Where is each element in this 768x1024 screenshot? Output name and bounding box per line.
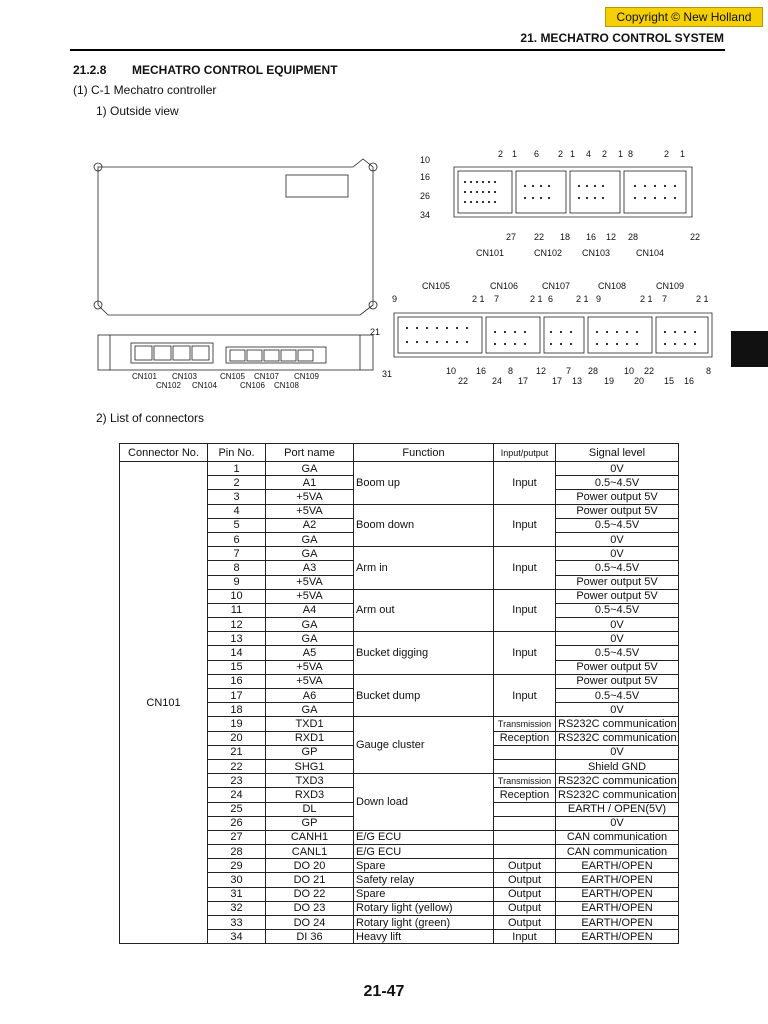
signal-cell: Power output 5V [556,660,679,674]
pin-cell: 23 [208,774,266,788]
pin-cell: 13 [208,632,266,646]
signal-cell: 0V [556,816,679,830]
port-cell: +5VA [266,660,354,674]
pin-cell: 3 [208,490,266,504]
chapter-tab-marker [731,331,768,367]
pin-label: 6 [534,149,540,159]
io-cell: Input [494,632,556,675]
io-cell: Input [494,547,556,590]
function-cell: Rotary light (yellow) [354,901,494,915]
pin-label: 2 1 [530,294,543,304]
io-cell: Output [494,916,556,930]
pin-label: 8 [628,149,634,159]
pin-cell: 18 [208,703,266,717]
io-cell [494,830,556,844]
port-cell: +5VA [266,575,354,589]
col-signal-level: Signal level [556,444,679,462]
port-cell: +5VA [266,490,354,504]
side-label-cn106: CN106 [240,381,265,390]
signal-cell: 0V [556,745,679,759]
port-cell: TXD3 [266,774,354,788]
port-cell: DO 23 [266,901,354,915]
port-cell: GA [266,547,354,561]
copyright-badge: Copyright © New Holland [605,7,763,27]
signal-cell: EARTH/OPEN [556,916,679,930]
pin-cell: 34 [208,930,266,944]
signal-cell: RS232C communication [556,774,679,788]
pin-label: 15 [664,376,675,386]
port-cell: DO 22 [266,887,354,901]
table-row [120,462,679,476]
io-cell [494,845,556,859]
cn-label: CN106 [490,281,519,291]
pin-label: 1 [680,149,686,159]
pin-label: 28 [588,366,599,376]
pin-cell: 10 [208,589,266,603]
controller-drawing-svg [88,145,728,397]
pin-cell: 5 [208,518,266,532]
io-cell: Output [494,873,556,887]
pin-cell: 8 [208,561,266,575]
pin-label: 4 [586,149,592,159]
pin-cell: 22 [208,759,266,773]
port-cell: GP [266,745,354,759]
col-pin-no: Pin No. [208,444,266,462]
function-cell: Bucket digging [354,632,494,675]
pin-cell: 17 [208,689,266,703]
pin-cell: 19 [208,717,266,731]
pin-cell: 16 [208,674,266,688]
port-cell: GP [266,816,354,830]
cn-label: CN101 [476,248,505,258]
function-cell: Safety relay [354,873,494,887]
side-label-cn107: CN107 [254,372,279,381]
pin-cell: 20 [208,731,266,745]
pin-cell: 14 [208,646,266,660]
pin-label: 10 [446,366,457,376]
port-cell: DO 20 [266,859,354,873]
function-cell: Arm in [354,547,494,590]
col-port-name: Port name [266,444,354,462]
signal-cell: 0.5~4.5V [556,476,679,490]
io-cell: Input [494,930,556,944]
port-cell: TXD1 [266,717,354,731]
pin-label: 9 [392,294,398,304]
signal-cell: 0.5~4.5V [556,518,679,532]
cn-label: CN109 [656,281,685,291]
signal-cell: EARTH/OPEN [556,901,679,915]
pin-label: 8 [508,366,514,376]
pin-cell: 4 [208,504,266,518]
pin-label: 22 [534,232,545,242]
pin-label: 10 [420,155,431,165]
port-cell: SHG1 [266,759,354,773]
pin-label: 1 [570,149,576,159]
pin-label: 27 [506,232,517,242]
io-cell [494,745,556,759]
col-function: Function [354,444,494,462]
pin-cell: 1 [208,462,266,476]
side-label-cn102: CN102 [156,381,181,390]
function-cell: Boom up [354,462,494,505]
pin-label: 2 1 [696,294,709,304]
pin-cell: 21 [208,745,266,759]
io-cell: Output [494,859,556,873]
pin-label: 18 [560,232,571,242]
signal-cell: CAN communication [556,830,679,844]
pin-label: 26 [420,191,431,201]
pin-label: 16 [684,376,695,386]
pin-cell: 31 [208,887,266,901]
pin-cell: 12 [208,618,266,632]
pin-cell: 28 [208,845,266,859]
pin-cell: 25 [208,802,266,816]
signal-cell: 0V [556,547,679,561]
pin-label: 16 [420,172,431,182]
function-cell: Boom down [354,504,494,547]
port-cell: +5VA [266,674,354,688]
port-cell: RXD1 [266,731,354,745]
controller-drawing [88,145,728,397]
io-cell: Input [494,462,556,505]
port-cell: A6 [266,689,354,703]
port-cell: DO 21 [266,873,354,887]
function-cell: Down load [354,774,494,831]
port-cell: DI 36 [266,930,354,944]
pin-label: 2 [498,149,504,159]
signal-cell: RS232C communication [556,731,679,745]
io-cell [494,802,556,816]
chapter-title: 21. MECHATRO CONTROL SYSTEM [520,31,724,45]
pin-cell: 29 [208,859,266,873]
io-cell: Transmission [494,717,556,731]
pin-label: 22 [458,376,469,386]
pin-label: 28 [628,232,639,242]
function-cell: Heavy lift [354,930,494,944]
pin-label: 17 [552,376,563,386]
function-cell: Rotary light (green) [354,916,494,930]
side-label-cn104: CN104 [192,381,217,390]
pin-label: 17 [518,376,529,386]
signal-cell: Shield GND [556,759,679,773]
page-number: 21-47 [363,983,405,1000]
function-cell: Spare [354,887,494,901]
signal-cell: EARTH/OPEN [556,873,679,887]
pin-label: 12 [606,232,617,242]
signal-cell: 0V [556,632,679,646]
port-cell: CANH1 [266,830,354,844]
signal-cell: EARTH/OPEN [556,859,679,873]
pin-label: 24 [492,376,503,386]
pin-cell: 30 [208,873,266,887]
outside-view-heading: 1) Outside view [96,104,179,118]
pin-cell: 6 [208,532,266,546]
signal-cell: Power output 5V [556,575,679,589]
signal-cell: EARTH/OPEN [556,887,679,901]
pin-label: 13 [572,376,583,386]
pin-label: 1 [618,149,624,159]
cn-label: CN107 [542,281,571,291]
port-cell: GA [266,703,354,717]
col-io: Input/putput [494,444,556,462]
pin-cell: 2 [208,476,266,490]
port-cell: A2 [266,518,354,532]
io-cell [494,759,556,773]
pin-label: 12 [536,366,547,376]
signal-cell: 0V [556,618,679,632]
pin-cell: 33 [208,916,266,930]
pin-label: 16 [586,232,597,242]
io-cell: Reception [494,788,556,802]
signal-cell: CAN communication [556,845,679,859]
cn-label: CN108 [598,281,627,291]
header-rule [70,49,725,51]
cn-label: CN104 [636,248,665,258]
pin-label: 1 [512,149,518,159]
io-cell: Reception [494,731,556,745]
pin-cell: 32 [208,901,266,915]
pin-label: 22 [690,232,701,242]
signal-cell: 0.5~4.5V [556,561,679,575]
port-cell: RXD3 [266,788,354,802]
pin-label: 21 [370,327,381,337]
signal-cell: RS232C communication [556,717,679,731]
port-cell: +5VA [266,589,354,603]
table-header-row [120,444,679,462]
port-cell: A4 [266,603,354,617]
connector-cell: CN101 [120,462,208,944]
pin-label: 2 [602,149,608,159]
io-cell [494,816,556,830]
side-label-cn105: CN105 [220,372,245,381]
signal-cell: RS232C communication [556,788,679,802]
signal-cell: 0V [556,462,679,476]
pin-label: 7 [494,294,500,304]
cn-label: CN105 [422,281,451,291]
side-label-cn103: CN103 [172,372,197,381]
signal-cell: Power output 5V [556,589,679,603]
section-number: 21.2.8 [73,63,107,77]
pin-label: 31 [382,369,393,379]
io-cell: Input [494,674,556,717]
signal-cell: 0V [556,532,679,546]
port-cell: GA [266,618,354,632]
function-cell: Arm out [354,589,494,632]
pin-cell: 26 [208,816,266,830]
function-cell: Spare [354,859,494,873]
side-label-cn109: CN109 [294,372,319,381]
port-cell: CANL1 [266,845,354,859]
pin-cell: 7 [208,547,266,561]
signal-cell: 0.5~4.5V [556,646,679,660]
cn-label: CN102 [534,248,563,258]
port-cell: GA [266,632,354,646]
pin-label: 20 [634,376,645,386]
signal-cell: Power output 5V [556,490,679,504]
pin-label: 2 1 [640,294,653,304]
pin-label: 7 [566,366,572,376]
signal-cell: EARTH/OPEN [556,930,679,944]
signal-cell: 0.5~4.5V [556,689,679,703]
pin-label: 22 [644,366,655,376]
port-cell: GA [266,462,354,476]
connector-list-heading: 2) List of connectors [96,411,205,425]
function-cell: E/G ECU [354,830,494,844]
pin-label: 9 [596,294,602,304]
pin-cell: 15 [208,660,266,674]
pin-label: 19 [604,376,615,386]
pin-label: 2 [664,149,670,159]
function-cell: E/G ECU [354,845,494,859]
port-cell: DO 24 [266,916,354,930]
signal-cell: EARTH / OPEN(5V) [556,802,679,816]
io-cell: Input [494,589,556,632]
port-cell: A5 [266,646,354,660]
subsection-heading: (1) C-1 Mechatro controller [73,83,217,97]
function-cell: Bucket dump [354,674,494,717]
section-title: MECHATRO CONTROL EQUIPMENT [132,63,338,77]
port-cell: +5VA [266,504,354,518]
side-label-cn108: CN108 [274,381,299,390]
pin-label: 34 [420,210,431,220]
pin-label: 6 [548,294,554,304]
pin-label: 2 1 [576,294,589,304]
signal-cell: Power output 5V [556,504,679,518]
pin-cell: 11 [208,603,266,617]
side-label-cn101: CN101 [132,372,157,381]
port-cell: A3 [266,561,354,575]
pin-label: 8 [706,366,712,376]
io-cell: Output [494,887,556,901]
connector-table [119,443,679,944]
pin-label: 16 [476,366,487,376]
signal-cell: 0V [556,703,679,717]
col-connector-no: Connector No. [120,444,208,462]
function-cell: Gauge cluster [354,717,494,774]
io-cell: Input [494,504,556,547]
port-cell: GA [266,532,354,546]
pin-label: 7 [662,294,668,304]
cn-label: CN103 [582,248,611,258]
pin-label: 2 [558,149,564,159]
pin-label: 10 [624,366,635,376]
signal-cell: 0.5~4.5V [556,603,679,617]
pin-cell: 27 [208,830,266,844]
port-cell: A1 [266,476,354,490]
pin-cell: 9 [208,575,266,589]
pin-label: 2 1 [472,294,485,304]
io-cell: Output [494,901,556,915]
signal-cell: Power output 5V [556,674,679,688]
pin-cell: 24 [208,788,266,802]
io-cell: Transmission [494,774,556,788]
port-cell: DL [266,802,354,816]
